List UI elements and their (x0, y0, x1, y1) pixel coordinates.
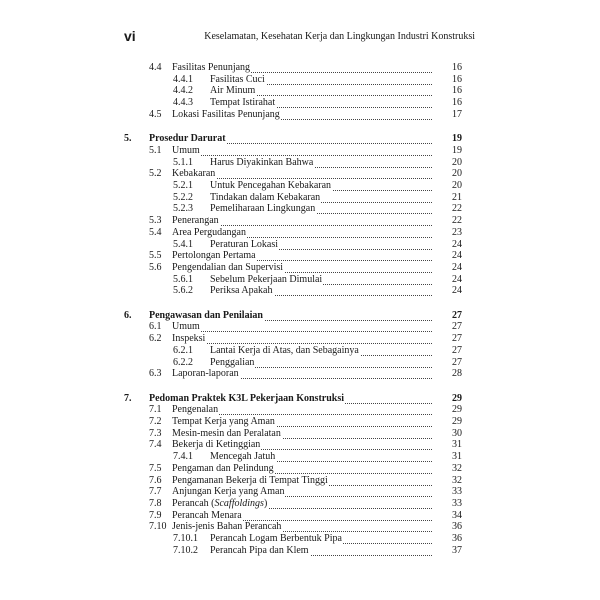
toc-number: 5.5 (149, 250, 162, 262)
toc-page-number: 20 (432, 180, 462, 192)
toc-page-number: 23 (432, 227, 462, 239)
toc-entry (0, 274, 600, 286)
toc-number: 5.4.1 (173, 238, 193, 250)
toc-number: 4.4.2 (173, 85, 193, 97)
toc-number: 7.1 (149, 404, 162, 416)
toc-page-number: 28 (432, 368, 462, 380)
toc-title: Tempat Kerja yang Aman (172, 415, 275, 427)
toc-page-number: 20 (432, 168, 462, 180)
toc-title: Pengendalian dan Supervisi (172, 262, 284, 274)
toc-page-number: 27 (432, 333, 462, 345)
toc-page-number: 22 (432, 203, 462, 215)
toc-title: Pemeliharaan Lingkungan (210, 203, 316, 215)
toc-page-number: 33 (432, 486, 462, 498)
toc-number: 7.10 (149, 521, 167, 533)
toc-title: Mesin-mesin dan Peralatan (172, 427, 281, 439)
toc-page-number: 17 (432, 109, 462, 121)
toc-title: Umum (172, 144, 200, 156)
toc-page-number: 33 (432, 498, 462, 510)
toc-title: Tempat Istirahat (210, 97, 276, 109)
toc-page-number: 24 (432, 250, 462, 262)
toc-title: Anjungan Kerja yang Aman (172, 486, 285, 498)
toc-entry (0, 345, 600, 357)
toc-title: Pengamanan Bekerja di Tempat Tinggi (172, 474, 328, 486)
toc-number: 4.4 (149, 62, 162, 73)
toc-page-number: 16 (432, 97, 462, 109)
toc-number: 5. (124, 133, 132, 145)
toc-page-number: 22 (432, 215, 462, 227)
toc-page-number: 30 (432, 428, 462, 440)
toc-number: 7.4.1 (173, 451, 193, 463)
toc-title: Periksa Apakah (210, 285, 273, 297)
toc-page-number: 36 (432, 521, 462, 533)
toc-title: Untuk Pencegahan Kebakaran (210, 179, 332, 191)
toc-entry (0, 475, 600, 487)
toc-entry (0, 368, 600, 380)
toc-title: Perancah Pipa dan Klem (210, 544, 309, 556)
toc-number: 6.2.1 (173, 344, 193, 356)
toc-number: 6. (124, 309, 132, 321)
toc-title: Kebakaran (172, 168, 216, 180)
toc-number: 5.1 (149, 144, 162, 156)
toc-number: 6.2 (149, 333, 162, 345)
toc-title: Laporan-laporan (172, 368, 239, 380)
page-header (0, 28, 600, 48)
toc-number: 5.3 (149, 215, 162, 227)
toc-page-number: 27 (432, 310, 462, 322)
toc-number: 4.5 (149, 108, 162, 120)
toc-page-number: 27 (432, 321, 462, 333)
toc-number: 4.4.3 (173, 97, 193, 109)
toc-title: Penggalian (210, 356, 255, 368)
toc-page-number: 32 (432, 475, 462, 487)
toc-page-number: 16 (432, 62, 462, 74)
toc-number: 5.6 (149, 262, 162, 274)
toc-page-number: 19 (432, 145, 462, 157)
toc-title: Tindakan dalam Kebakaran (210, 191, 321, 203)
toc-number: 7.10.1 (173, 533, 198, 545)
toc-entry (0, 203, 600, 215)
toc-title: Pengaman dan Pelindung (172, 462, 274, 474)
toc-number: 7.4 (149, 439, 162, 451)
toc-entry (0, 157, 600, 169)
toc-title: Prosedur Darurat (149, 133, 226, 145)
toc-number: 7.2 (149, 415, 162, 427)
toc-number: 7.7 (149, 486, 162, 498)
toc-number: 6.2.2 (173, 356, 193, 368)
toc-number: 5.2.1 (173, 179, 193, 191)
toc-chapter (0, 393, 600, 405)
toc-page-number: 27 (432, 345, 462, 357)
toc-entry (0, 285, 600, 297)
toc-entry (0, 533, 600, 545)
toc-title: Lokasi Fasilitas Penunjang (172, 108, 280, 120)
toc-title: Pertolongan Pertama (172, 250, 256, 262)
toc-title: Peraturan Lokasi (210, 238, 279, 250)
toc-page-number: 21 (432, 192, 462, 204)
toc-number: 4.4.1 (173, 73, 193, 85)
toc-title: Perancah Logam Berbentuk Pipa (210, 533, 342, 545)
toc-number: 7.9 (149, 509, 162, 521)
toc-page-number: 16 (432, 85, 462, 97)
toc-number: 7.8 (149, 497, 162, 509)
toc-number: 6.3 (149, 368, 162, 380)
toc-page-number: 29 (432, 404, 462, 416)
toc-title: Jenis-jenis Bahan Perancah (172, 521, 282, 533)
toc-page-number: 32 (432, 463, 462, 475)
toc-title: Air Minum (210, 85, 256, 97)
toc-page-number: 24 (432, 262, 462, 274)
toc-entry (0, 192, 600, 204)
toc-page-number: 31 (432, 439, 462, 451)
toc-number: 5.1.1 (173, 156, 193, 168)
toc-number: 5.4 (149, 226, 162, 238)
toc-title: Mencegah Jatuh (210, 451, 276, 463)
page-number: vi (124, 28, 136, 44)
toc-page-number: 27 (432, 357, 462, 369)
toc-page-number: 37 (432, 545, 462, 557)
toc-title: Pengawasan dan Penilaian (149, 309, 263, 321)
toc-number: 5.2 (149, 168, 162, 180)
toc-title: Perancah Menara (172, 509, 242, 521)
toc-number: 7.6 (149, 474, 162, 486)
running-title: Keselamatan, Kesehatan Kerja dan Lingkungan Industri Konstruksi (204, 31, 475, 42)
toc-page-number: 24 (432, 239, 462, 251)
toc-title: Penerangan (172, 215, 219, 227)
toc-number: 7.3 (149, 427, 162, 439)
toc-title: Pedoman Praktek K3L Pekerjaan Konstruksi (149, 392, 345, 404)
toc-entry (0, 545, 600, 557)
toc-title: Sebelum Pekerjaan Dimulai (210, 273, 323, 285)
toc-page-number: 36 (432, 533, 462, 545)
toc-title: Perancah (Scaffoldings) (172, 497, 268, 509)
toc-page-number: 16 (432, 74, 462, 86)
toc-title: Bekerja di Ketinggian (172, 439, 261, 451)
toc-number: 6.1 (149, 321, 162, 333)
toc-title: Harus Diyakinkan Bahwa (210, 156, 314, 168)
toc-number: 5.2.2 (173, 191, 193, 203)
toc-page-number: 19 (432, 133, 462, 145)
toc-number: 7.10.2 (173, 544, 198, 556)
toc-number: 7.5 (149, 462, 162, 474)
toc-number: 7. (124, 392, 132, 404)
toc-title: Pengenalan (172, 404, 219, 416)
toc-title: Area Pergudangan (172, 226, 246, 238)
toc-title: Fasilitas Cuci (210, 73, 265, 85)
toc-number: 5.6.1 (173, 273, 193, 285)
toc-page-number: 24 (432, 285, 462, 297)
toc-number: 5.2.3 (173, 203, 193, 215)
toc-page-number: 34 (432, 510, 462, 522)
toc-title: Inspeksi (172, 333, 206, 345)
toc-title: Lantai Kerja di Atas, dan Sebagainya (210, 344, 359, 356)
toc-entry (0, 109, 600, 121)
toc-page-number: 20 (432, 157, 462, 169)
toc-page-number: 29 (432, 416, 462, 428)
toc-title: Umum (172, 321, 200, 333)
toc-entry (0, 180, 600, 192)
toc-number: 5.6.2 (173, 285, 193, 297)
toc-page-number: 29 (432, 393, 462, 405)
toc-page-number: 24 (432, 274, 462, 286)
toc-title: Fasilitas Penunjang (172, 62, 251, 73)
toc-page-number: 31 (432, 451, 462, 463)
